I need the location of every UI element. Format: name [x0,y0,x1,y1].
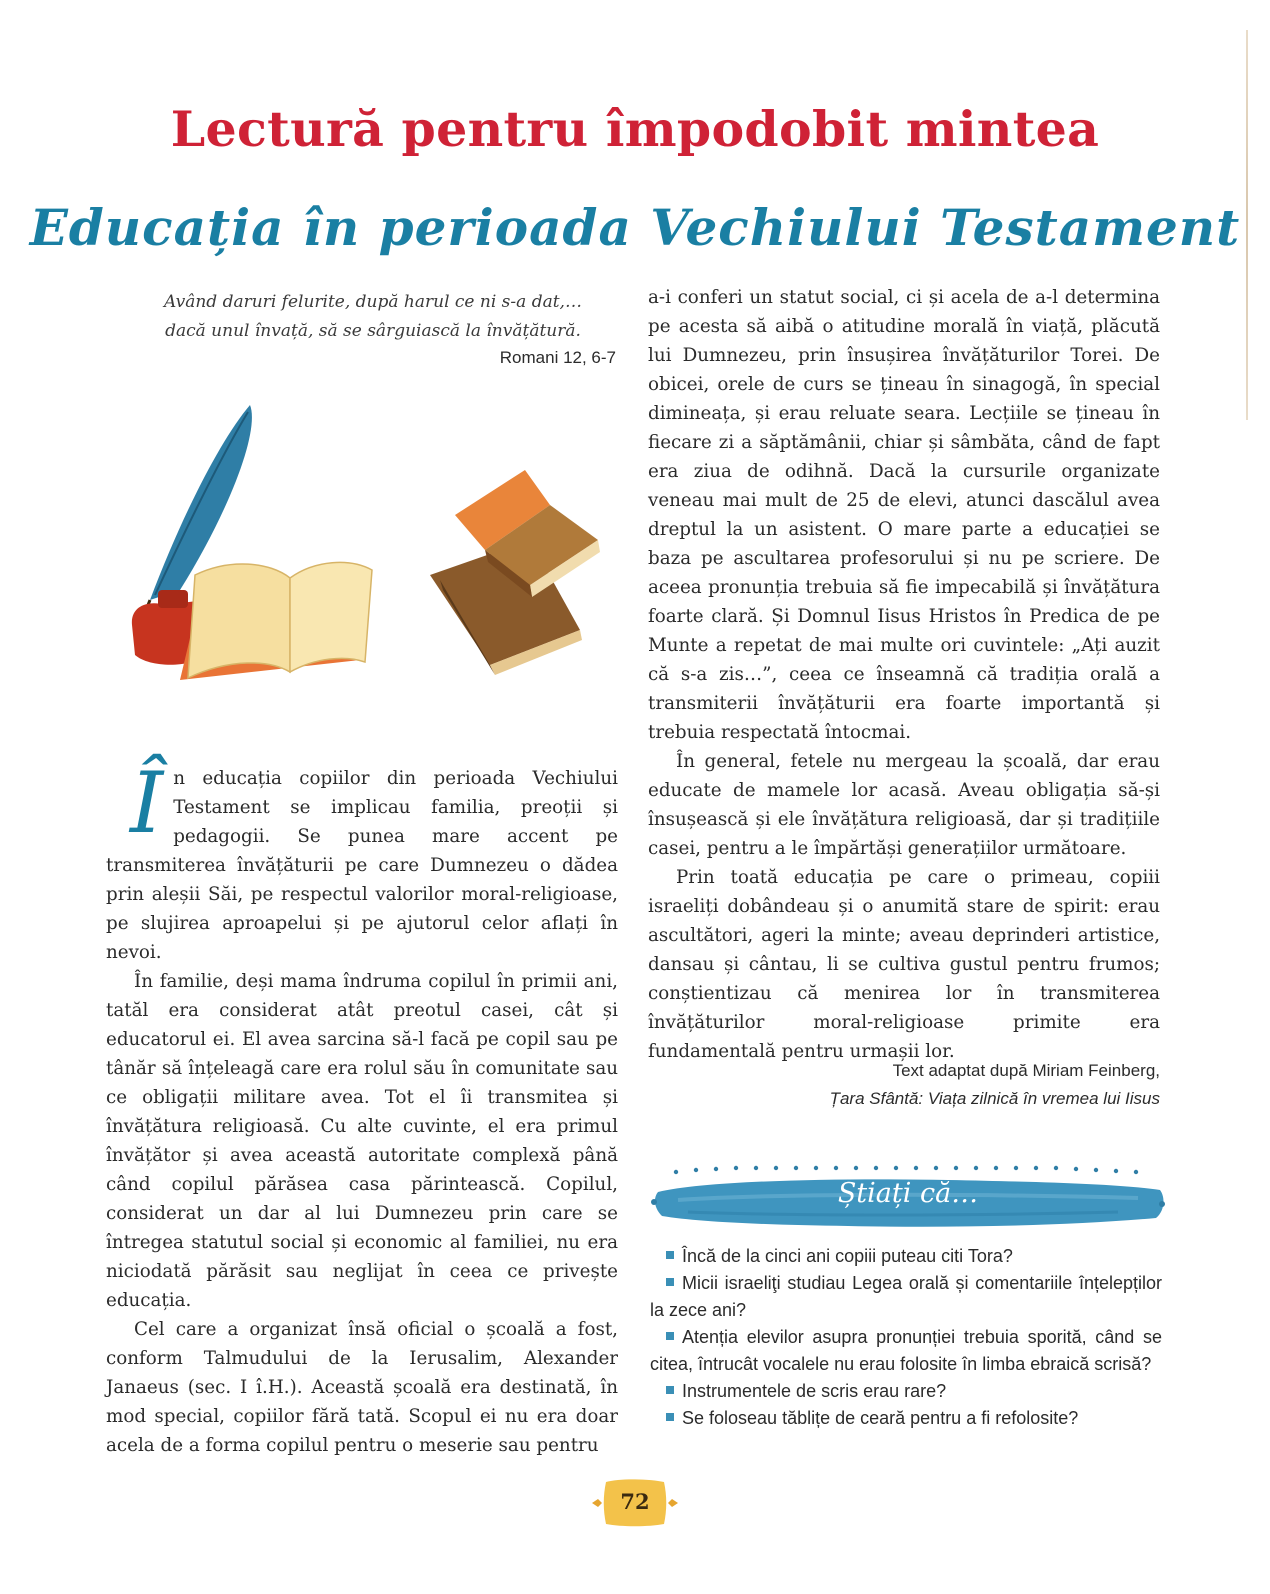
fact-text: Atenția elevilor asupra pronunției trebuia sporită, când se citea, întrucât vocalele nu erau folosite în limba ebraică scrisă? [650,1327,1162,1374]
fact-text: Încă de la cinci ani copiii puteau citi Tora? [682,1246,1013,1266]
square-bullet-icon [666,1278,674,1286]
stacked-books-icon [430,470,600,675]
paragraph-2: În familie, deși mama îndruma copilul în primii ani, tatăl era considerat atât preotul casei, cât și educatorul ei. El avea sarcina să-l facă pe copil sau pe tânăr să înțeleagă care era rolul său în comunitate sau ce obligații militare avea. Tot el îi transmitea și învățătura religioasă. Cu alte cuvinte, el era primul învățător și avea această autoritate complexă până când copilul părăsea casa părintească. Copilul, considerat un dar al lui Dumnezeu prin care se întregea statutul social și economic al familiei, nu era niciodată părăsit sau neglijat în ceea ce privește educația. [106,971,618,1311]
fact-item [650,1243,1162,1270]
square-bullet-icon [666,1251,674,1259]
books-and-quill-illustration [110,400,620,720]
fact-item [650,1270,1162,1324]
did-you-know-banner [648,1160,1168,1240]
paragraph-3: Cel care a organizat însă oficial o școală a fost, conform Talmudului de la Ierusalim, Alexander Janaeus (sec. I î.H.). Această școală era destinată, în mod special, copiilor fără tată. Scopul ei nu era doar acela de a forma copilul pentru o meserie sau pentru [106,1319,618,1456]
page-number: 72 [620,1489,650,1514]
paragraph-5: În general, fetele nu mergeau la școală, dar erau educate de mamele lor acasă. Aveau obligația să-și însușească și ele învățătura religioasă, dar și tradițiile casei, pentru a le împărtăși generațiilor următoare. [648,751,1160,859]
motto-line-2: dacă unul învață, să se sârguiască la învățătură. [165,321,581,341]
fact-text: Se foloseau tăblițe de ceară pentru a fi refolosite? [682,1408,1079,1428]
fact-item [650,1378,1162,1405]
square-bullet-icon [666,1386,674,1394]
motto [130,288,616,346]
square-bullet-icon [666,1413,674,1421]
fact-text: Micii israeliţi studiau Legea orală și comentariile înțelepților la zece ani? [650,1273,1162,1320]
credit-book-title: Țara Sfântă: Viața zilnică în vremea lui Iisus [829,1089,1160,1108]
text-column-right [648,283,1160,1066]
motto-line-1: Având daruri felurite, după harul ce ni s-a dat,… [164,292,582,312]
motto-reference: Romani 12, 6-7 [499,348,616,367]
did-you-know-title: Știați că… [837,1178,979,1209]
did-you-know-list [650,1243,1162,1432]
paragraph-1: n educația copiilor din perioada Vechiului Testament se implicau familia, preoții și pedagogii. Se punea mare accent pe transmiterea învățăturii pe care Dumnezeu o dădea prin aleșii Săi, pe respectul valorilor moral-religioase, pe slujirea aproapelui și pe ajutorul celor aflați în nevoi. [106,768,618,963]
page-title: Lectură pentru împodobit mintea [170,100,1100,158]
dropcap-letter: Î [130,754,164,852]
credit-author: Text adaptat după Miriam Feinberg, [892,1061,1160,1080]
source-credit [648,1057,1160,1113]
text-column-left [106,754,618,1460]
open-book-icon [180,562,372,680]
paragraph-4: a-i conferi un statut social, ci și acela de a-l determina pe acesta să aibă o atitudine morală în viață, plăcută lui Dumnezeu, prin însușirea învățăturilor Torei. De obicei, orele de curs se țineau în sinagogă, în special dimineața, și erau reluate seara. Lecțiile se țineau în fiecare zi a săptămânii, chiar și sâmbăta, când de fapt era ziua de odihnă. Dacă la cursurile organizate veneau mai mult de 25 de elevi, atunci dascălul avea dreptul la un asistent. O mare parte a educației se baza pe ascultarea profesorului și nu pe scriere. De aceea pronunția trebuia să fie impecabilă și învățătura foarte clară. Și Domnul Iisus Hristos în Predica de pe Munte a repetat de mai multe ori cuvintele: „Ați auzit că s-a zis…”, ceea ce înseamnă că tradiția orală a transmiterii învățăturii era foarte importantă și trebuia respectată întocmai. [648,287,1160,743]
fact-item [650,1405,1162,1432]
fact-text: Instrumentele de scris erau rare? [682,1381,947,1401]
fact-item [650,1324,1162,1378]
page-number-badge [590,1478,680,1528]
page-subtitle: Educația în perioada Vechiului Testament [29,198,1241,257]
paragraph-6: Prin toată educația pe care o primeau, copiii israeliți dobândeau și o anumită stare de spirit: erau ascultători, ageri la minte; aveau deprinderi artistice, dansau și cântau, li se cultiva gustul pentru frumos; conștientizau că menirea lor în transmiterea învățăturilor moral-religioase primite era fundamentală pentru urmașii lor. [648,867,1160,1062]
square-bullet-icon [666,1332,674,1340]
